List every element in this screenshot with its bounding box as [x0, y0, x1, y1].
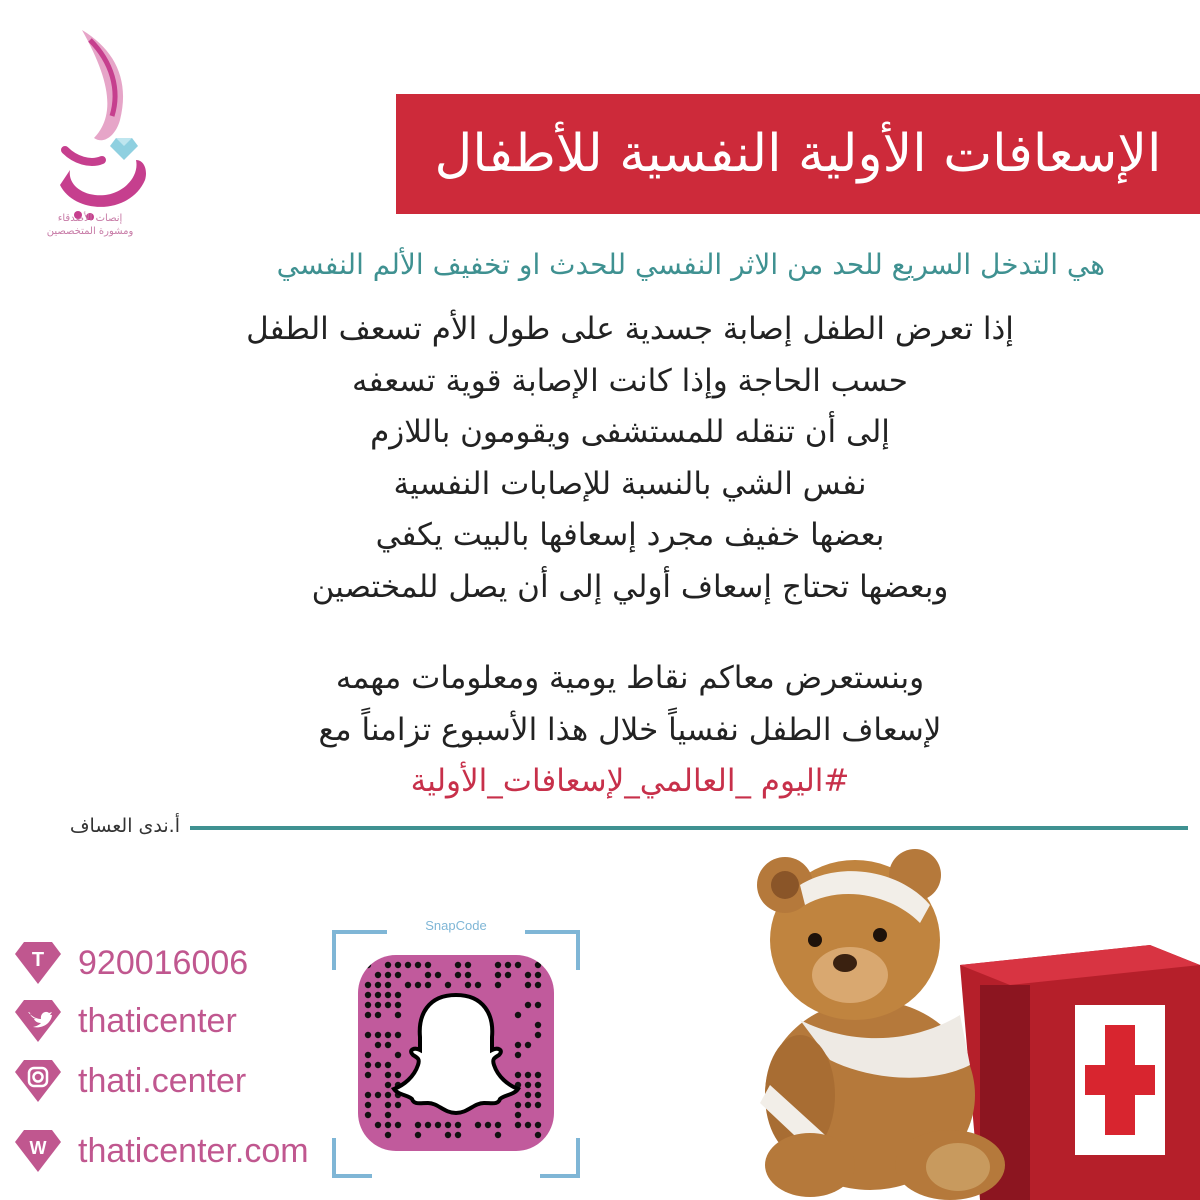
body-line: بعضها خفيف مجرد إسعافها بالبيت يكفي [375, 517, 885, 553]
snapcode-dot [475, 1122, 481, 1128]
snapcode-dot [515, 1102, 521, 1108]
snapcode-dot [375, 982, 381, 988]
snapcode-dot [375, 972, 381, 978]
snapcode[interactable] [358, 955, 554, 1151]
snapcode-dot [535, 982, 541, 988]
snapcode-dot [515, 1072, 521, 1078]
snapcode-dot [515, 1012, 521, 1018]
logo-tagline-line1: إنصات الأصدقاء [57, 213, 123, 224]
snapcode-dot [525, 972, 531, 978]
snapcode-dot [425, 1122, 431, 1128]
body-line: إذا تعرض الطفل إصابة جسدية على طول الأم تسعف الطفل [246, 311, 1014, 347]
snapcode-dot [415, 962, 421, 968]
snapcode-dot [465, 962, 471, 968]
contact-website-text: thaticenter.com [78, 1131, 309, 1170]
snapcode-dot [535, 962, 541, 968]
snapcode-dot [455, 962, 461, 968]
snapcode-dot [485, 1122, 491, 1128]
snapcode-dot [515, 1042, 521, 1048]
contact-phone-text: 920016006 [78, 943, 249, 982]
snapcode-dot [365, 1072, 371, 1078]
contact-website[interactable] [14, 1128, 309, 1174]
snapcode-dot [465, 982, 471, 988]
snapcode-dot [365, 1102, 371, 1108]
snapcode-dot [375, 1042, 381, 1048]
snapcode-dot [365, 1052, 371, 1058]
snapcode-dot [385, 1062, 391, 1068]
svg-text:W: W [29, 1138, 47, 1158]
phone-letter-icon [14, 940, 62, 986]
page-title: الإسعافات الأولية النفسية للأطفال [434, 124, 1162, 184]
snapcode-dot [365, 1002, 371, 1008]
snapcode-dot [505, 972, 511, 978]
snapcode-dot [365, 1062, 371, 1068]
snapcode-dot [495, 1132, 501, 1138]
snapcode-dot [365, 1032, 371, 1038]
snapcode-dot [375, 1032, 381, 1038]
thati-logo [20, 10, 170, 240]
snapcode-dot [375, 1092, 381, 1098]
snapcode-dot [455, 972, 461, 978]
logo-tagline [30, 212, 150, 238]
snapcode-dot [385, 1132, 391, 1138]
snapcode-dot [535, 1002, 541, 1008]
snapcode-dot [455, 1132, 461, 1138]
snapcode-dot [375, 992, 381, 998]
body-text [230, 304, 1030, 808]
snapcode-dot [525, 1072, 531, 1078]
snapcode-dot [535, 1022, 541, 1028]
snapcode-dot [405, 982, 411, 988]
snapcode-dot [365, 982, 371, 988]
snapcode-dot [425, 982, 431, 988]
snapcode-dot [385, 1082, 391, 1088]
snapcode-dot [465, 972, 471, 978]
snapcode-dot [375, 1062, 381, 1068]
snapcode-label: SnapCode [425, 918, 487, 933]
body-line: إلى أن تنقله للمستشفى ويقومون باللازم [370, 414, 890, 450]
snapchat-ghost-icon [394, 995, 518, 1113]
svg-text:T: T [31, 949, 45, 971]
snapcode-dot [535, 1132, 541, 1138]
snapcode-dot [435, 972, 441, 978]
snapcode-dot [535, 1122, 541, 1128]
snapcode-dot [535, 1092, 541, 1098]
snapcode-dot [445, 1132, 451, 1138]
body-line: وبنستعرض معاكم نقاط يومية ومعلومات مهمه [335, 660, 925, 696]
snapcode-dot [395, 1012, 401, 1018]
snapcode-dot [535, 1102, 541, 1108]
snapcode-dot [495, 1122, 501, 1128]
snapcode-dot [525, 1122, 531, 1128]
snapcode-dots [358, 955, 554, 1151]
subtitle: هي التدخل السريع للحد من الاثر النفسي للحدث او تخفيف الألم النفسي [276, 248, 1105, 281]
snapcode-dot [385, 992, 391, 998]
snapcode-dot [395, 972, 401, 978]
snapcode-dot [395, 962, 401, 968]
snapcode-dot [395, 1122, 401, 1128]
contact-twitter-text: thaticenter [78, 1001, 237, 1040]
body-line: وبعضها تحتاج إسعاف أولي إلى أن يصل للمختصين [311, 568, 949, 605]
snapcode-dot [525, 1042, 531, 1048]
contact-instagram-text: thati.center [78, 1061, 247, 1100]
instagram-icon [14, 1058, 62, 1104]
hashtag-link[interactable]: #اليوم _العالمي_لإسعافات_الأولية [410, 763, 850, 799]
snapcode-dot [365, 1092, 371, 1098]
snapcode-dot [385, 1032, 391, 1038]
snapcode-dot [385, 1042, 391, 1048]
snapcode-dot [525, 1102, 531, 1108]
snapcode-dot [385, 1002, 391, 1008]
snapcode-dot [535, 1072, 541, 1078]
snapcode-dot [395, 992, 401, 998]
snapcode-dot [415, 982, 421, 988]
snapcode-dot [535, 972, 541, 978]
snapcode-dot [365, 992, 371, 998]
snapcode-dot [425, 962, 431, 968]
teddy-bear-first-aid-illustration [730, 845, 1200, 1200]
contact-phone[interactable] [14, 940, 248, 986]
snapcode-dot [395, 1072, 401, 1078]
snapcode-dot [535, 1032, 541, 1038]
snapcode-dot [515, 1122, 521, 1128]
body-line: لإسعاف الطفل نفسياً خلال هذا الأسبوع تزامناً مع [318, 711, 942, 748]
snapcode-dot [425, 972, 431, 978]
snapcode-dot [525, 1082, 531, 1088]
snapcode-dot [415, 1132, 421, 1138]
snapcode-dot [375, 1002, 381, 1008]
snapcode-dot [395, 1032, 401, 1038]
twitter-icon [14, 998, 62, 1044]
logo-tagline-line2: ومشورة المتخصصين [46, 226, 134, 237]
snapcode-dot [495, 972, 501, 978]
snapcode-dot [435, 1122, 441, 1128]
body-line: حسب الحاجة وإذا كانت الإصابة قوية تسعفه [352, 362, 908, 399]
snapcode-dot [475, 982, 481, 988]
snapcode-dot [385, 962, 391, 968]
snapcode-dot [395, 1002, 401, 1008]
snapcode-dot [515, 1052, 521, 1058]
snapcode-dot [405, 962, 411, 968]
snapcode-dot [365, 1112, 371, 1118]
snapcode-dot [525, 1002, 531, 1008]
snapcode-dot [445, 1122, 451, 1128]
snapcode-dot [525, 982, 531, 988]
snapcode-dot [385, 1072, 391, 1078]
snapcode-dot [385, 1092, 391, 1098]
snapcode-dot [385, 1102, 391, 1108]
snapcode-dot [505, 962, 511, 968]
contact-twitter[interactable] [14, 998, 237, 1044]
snapcode-dot [385, 1122, 391, 1128]
snapcode-dot [385, 982, 391, 988]
snapcode-dot [455, 1122, 461, 1128]
snapcode-dot [415, 1122, 421, 1128]
snapcode-dot [395, 1052, 401, 1058]
snapcode-dot [375, 1012, 381, 1018]
author-name: أ.ندى العساف [69, 815, 180, 837]
snapcode-dot [495, 982, 501, 988]
snapcode-dot [515, 962, 521, 968]
snapcode-dot [395, 1102, 401, 1108]
snapcode-dot [385, 972, 391, 978]
contact-instagram[interactable] [14, 1058, 246, 1104]
snapcode-dot [375, 1122, 381, 1128]
snapcode-dot [445, 982, 451, 988]
website-letter-icon [14, 1128, 62, 1174]
snapcode-dot [365, 1012, 371, 1018]
body-line: نفس الشي بالنسبة للإصابات النفسية [393, 465, 867, 502]
title-banner [396, 94, 1200, 214]
snapcode-dot [495, 962, 501, 968]
snapcode-dot [515, 1112, 521, 1118]
snapcode-dot [535, 1082, 541, 1088]
snapcode-dot [525, 1092, 531, 1098]
divider [190, 826, 1188, 830]
snapcode-dot [385, 1112, 391, 1118]
